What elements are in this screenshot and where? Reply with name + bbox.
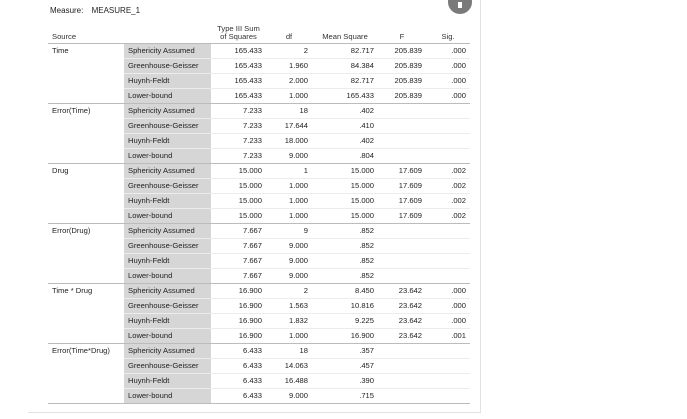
test-type-cell: Lower-bound [124,89,211,104]
col-header-mean-square: Mean Square [312,20,378,44]
f-cell [378,359,426,374]
df-cell: 9.000 [266,269,312,284]
tests-within-subjects-table [48,20,470,404]
f-cell: 205.839 [378,74,426,89]
sig-cell [426,374,470,389]
sum-of-squares-cell: 6.433 [211,344,266,359]
f-cell: 205.839 [378,44,426,59]
sum-of-squares-cell: 7.233 [211,134,266,149]
mean-square-cell: 15.000 [312,179,378,194]
f-cell [378,119,426,134]
sum-of-squares-cell: 165.433 [211,74,266,89]
test-type-cell: Sphericity Assumed [124,164,211,179]
mean-square-cell: .402 [312,134,378,149]
sum-of-squares-cell: 15.000 [211,164,266,179]
sum-of-squares-cell: 165.433 [211,59,266,74]
test-type-cell: Greenhouse-Geisser [124,119,211,134]
sum-of-squares-cell: 165.433 [211,44,266,59]
f-cell [378,239,426,254]
sum-of-squares-cell: 15.000 [211,194,266,209]
f-cell: 17.609 [378,194,426,209]
mean-square-cell: .410 [312,119,378,134]
mean-square-cell: 165.433 [312,89,378,104]
test-type-cell: Greenhouse-Geisser [124,59,211,74]
sig-cell [426,134,470,149]
sig-cell: .000 [426,284,470,299]
mean-square-cell: 15.000 [312,209,378,224]
sum-of-squares-cell: 16.900 [211,284,266,299]
sig-cell [426,344,470,359]
f-cell [378,224,426,239]
sig-cell [426,254,470,269]
source-cell: Drug [48,164,124,224]
df-cell: 1.563 [266,299,312,314]
f-cell: 23.642 [378,314,426,329]
sum-of-squares-cell: 7.667 [211,269,266,284]
test-type-cell: Huynh-Feldt [124,194,211,209]
test-type-cell: Greenhouse-Geisser [124,239,211,254]
sig-cell [426,389,470,404]
df-cell: 2 [266,284,312,299]
f-cell: 23.642 [378,299,426,314]
df-cell: 2 [266,44,312,59]
col-header-sum-of-squares: Type III Sum of Squares [211,20,266,44]
sig-cell: .000 [426,59,470,74]
col-header-f: F [378,20,426,44]
df-cell: 2.000 [266,74,312,89]
test-type-cell: Lower-bound [124,209,211,224]
sig-cell [426,149,470,164]
df-cell: 9.000 [266,149,312,164]
sig-cell [426,224,470,239]
mean-square-cell: 15.000 [312,194,378,209]
test-type-cell: Sphericity Assumed [124,284,211,299]
test-type-cell: Lower-bound [124,269,211,284]
sig-cell: .000 [426,314,470,329]
df-cell: 1.832 [266,314,312,329]
f-cell: 17.609 [378,164,426,179]
source-cell: Error(Drug) [48,224,124,284]
sig-cell [426,269,470,284]
f-cell [378,254,426,269]
sig-cell: .001 [426,329,470,344]
sig-cell: .000 [426,299,470,314]
sum-of-squares-cell: 7.233 [211,119,266,134]
df-cell: 1.000 [266,329,312,344]
df-cell: 9 [266,224,312,239]
sig-cell [426,104,470,119]
test-type-cell: Huynh-Feldt [124,254,211,269]
mean-square-cell: 82.717 [312,74,378,89]
f-cell [378,149,426,164]
mean-square-cell: 15.000 [312,164,378,179]
sum-of-squares-cell: 7.667 [211,254,266,269]
test-type-cell: Greenhouse-Geisser [124,299,211,314]
test-type-cell: Huynh-Feldt [124,314,211,329]
df-cell: 18 [266,104,312,119]
sum-of-squares-cell: 6.433 [211,359,266,374]
sum-of-squares-cell: 16.900 [211,299,266,314]
sum-of-squares-cell: 15.000 [211,179,266,194]
sig-cell: .002 [426,164,470,179]
mean-square-cell: 10.816 [312,299,378,314]
f-cell [378,374,426,389]
mean-square-cell: 16.900 [312,329,378,344]
df-cell: 14.063 [266,359,312,374]
sig-cell [426,239,470,254]
f-cell: 205.839 [378,89,426,104]
table-row [48,44,470,59]
f-cell [378,389,426,404]
test-type-cell: Huynh-Feldt [124,134,211,149]
sum-of-squares-cell: 165.433 [211,89,266,104]
source-cell: Error(Time) [48,104,124,164]
test-type-cell: Greenhouse-Geisser [124,359,211,374]
table-row [48,344,470,359]
sig-cell: .002 [426,179,470,194]
col-header-source: Source [48,20,124,44]
df-cell: 1.960 [266,59,312,74]
sum-of-squares-cell: 7.233 [211,104,266,119]
header-row [48,20,470,44]
f-cell: 17.609 [378,209,426,224]
df-cell: 1.000 [266,89,312,104]
sum-of-squares-cell: 16.900 [211,329,266,344]
measure-value: MEASURE_1 [91,6,141,15]
sum-of-squares-cell: 16.900 [211,314,266,329]
df-cell: 1.000 [266,179,312,194]
mean-square-cell: 8.450 [312,284,378,299]
mean-square-cell: .457 [312,359,378,374]
table-row [48,104,470,119]
df-cell: 9.000 [266,389,312,404]
df-cell: 18.000 [266,134,312,149]
table-row [48,284,470,299]
test-type-cell: Sphericity Assumed [124,44,211,59]
df-cell: 9.000 [266,254,312,269]
table-body [48,44,470,404]
f-cell: 205.839 [378,59,426,74]
sig-cell [426,119,470,134]
mean-square-cell: 82.717 [312,44,378,59]
table-row [48,224,470,239]
mean-square-cell: .357 [312,344,378,359]
mean-square-cell: .852 [312,239,378,254]
test-type-cell: Greenhouse-Geisser [124,179,211,194]
sig-cell: .000 [426,44,470,59]
source-cell: Time * Drug [48,284,124,344]
f-cell [378,134,426,149]
sig-cell [426,359,470,374]
test-type-cell: Huynh-Feldt [124,74,211,89]
sum-of-squares-cell: 6.433 [211,389,266,404]
mean-square-cell: .715 [312,389,378,404]
mean-square-cell: 9.225 [312,314,378,329]
f-cell: 23.642 [378,284,426,299]
df-cell: 1.000 [266,209,312,224]
test-type-cell: Sphericity Assumed [124,344,211,359]
col-header-sig: Sig. [426,20,470,44]
mean-square-cell: .804 [312,149,378,164]
test-type-cell: Lower-bound [124,329,211,344]
source-cell: Error(Time*Drug) [48,344,124,404]
mean-square-cell: .852 [312,269,378,284]
sum-of-squares-cell: 7.667 [211,224,266,239]
sum-of-squares-cell: 7.233 [211,149,266,164]
mean-square-cell: .852 [312,254,378,269]
col-header-df: df [266,20,312,44]
df-cell: 18 [266,344,312,359]
mean-square-cell: .852 [312,224,378,239]
table-row [48,164,470,179]
test-type-cell: Sphericity Assumed [124,104,211,119]
sig-cell: .000 [426,74,470,89]
f-cell [378,104,426,119]
sig-cell: .000 [426,89,470,104]
df-cell: 9.000 [266,239,312,254]
test-type-cell: Lower-bound [124,149,211,164]
df-cell: 17.644 [266,119,312,134]
mean-square-cell: 84.384 [312,59,378,74]
df-cell: 1.000 [266,194,312,209]
test-type-cell: Sphericity Assumed [124,224,211,239]
sum-of-squares-cell: 7.667 [211,239,266,254]
df-cell: 16.488 [266,374,312,389]
f-cell: 17.609 [378,179,426,194]
mean-square-cell: .402 [312,104,378,119]
df-cell: 1 [266,164,312,179]
measure-caption [50,6,140,15]
measure-label: Measure: [50,6,84,15]
sum-of-squares-cell: 15.000 [211,209,266,224]
f-cell [378,344,426,359]
f-cell: 23.642 [378,329,426,344]
test-type-cell: Lower-bound [124,389,211,404]
sum-of-squares-cell: 6.433 [211,374,266,389]
sig-cell: .002 [426,209,470,224]
sig-cell: .002 [426,194,470,209]
source-cell: Time [48,44,124,104]
col-header-type [124,20,211,44]
f-cell [378,269,426,284]
mean-square-cell: .390 [312,374,378,389]
test-type-cell: Huynh-Feldt [124,374,211,389]
